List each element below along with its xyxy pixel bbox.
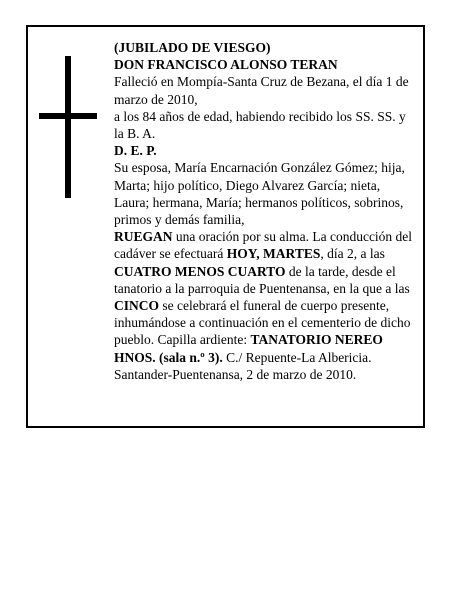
day-text: HOY, MARTES xyxy=(226,246,321,262)
time-text: CUATRO MENOS CUARTO xyxy=(114,263,286,279)
age-line: a los 84 años de edad, habiendo recibido los SS. SS. y la B. A. xyxy=(114,108,406,142)
obituary-notice xyxy=(26,25,425,428)
death-line: Falleció en Mompía-Santa Cruz de Bezana, el día 1 de marzo de 2010, xyxy=(114,74,409,107)
ceremony-text-3: de la tarde, desde el tanatorio a la parroquia de Puentenansa, en la que a las xyxy=(114,263,410,296)
tanatorio-text: TANATORIO NEREO HNOS. (sala n.º 3). xyxy=(114,332,383,365)
ceremony-paragraph xyxy=(114,228,417,366)
family-line: Su esposa, María Encarnación González Gómez; hija, Marta; hijo político, Diego Alvarez García; nieta, Laura; hermana, María; hermanos políticos, sobrinos, primos y demás familia, xyxy=(114,160,405,228)
place-date-line: Santander-Puentenansa, 2 de marzo de 2010. xyxy=(114,366,357,382)
notice-text xyxy=(114,39,417,383)
address-text: C./ Repuente-La Albericia. xyxy=(222,349,372,365)
deceased-name: DON FRANCISCO ALONSO TERAN xyxy=(114,57,338,73)
cross-icon xyxy=(39,56,97,198)
cross-vertical-bar xyxy=(65,56,71,198)
ceremony-text-4: se celebrará el funeral de cuerpo presente, inhumándose a continuación en el cementerio de dicho pueblo. Capilla ardiente: xyxy=(114,298,411,348)
ruegan-text: RUEGAN xyxy=(114,229,173,245)
funeral-time-text: CINCO xyxy=(114,298,160,314)
cross-horizontal-bar xyxy=(39,113,97,119)
ceremony-text-1: una oración por su alma. La conducción del cadáver se efectuará xyxy=(114,229,413,262)
dep-line: D. E. P. xyxy=(114,143,157,159)
ceremony-text-2: , día 2, a las xyxy=(320,246,385,262)
notice-header: (JUBILADO DE VIESGO) xyxy=(114,40,271,55)
